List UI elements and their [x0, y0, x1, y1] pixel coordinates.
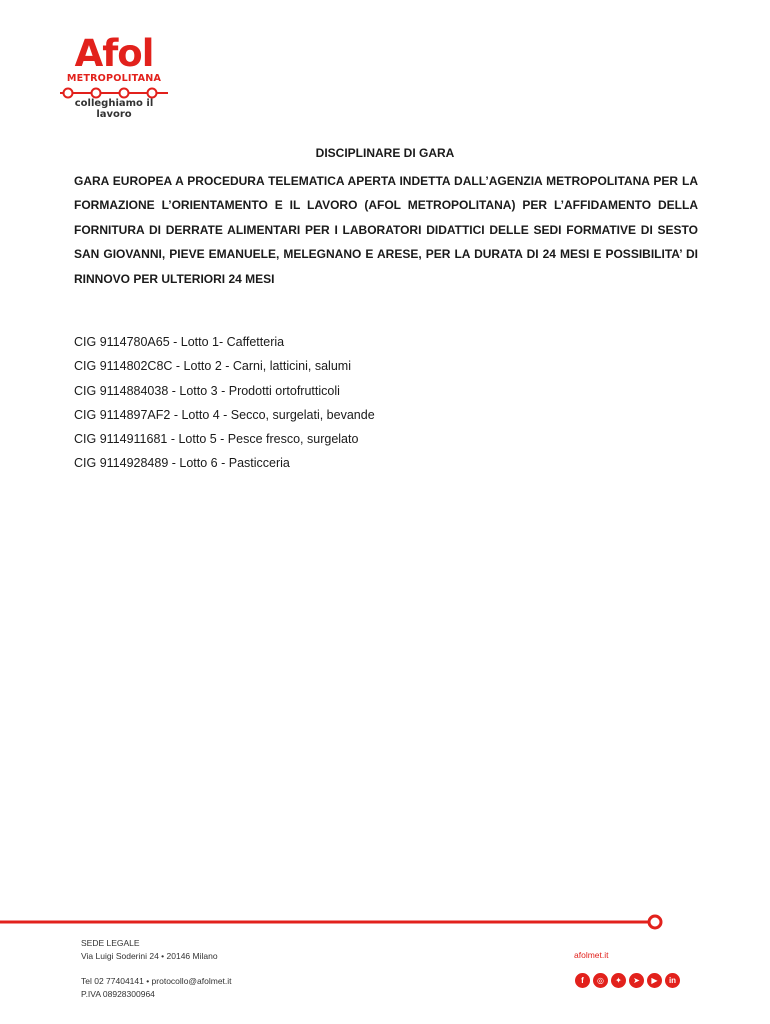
logo-wordmark: Afol	[74, 32, 154, 75]
lot-item: CIG 9114884038 - Lotto 3 - Prodotti ortofrutticoli	[74, 383, 340, 398]
lot-item: CIG 9114780A65 - Lotto 1- Caffetteria	[74, 335, 285, 349]
twitter-icon[interactable]: ✦	[611, 973, 626, 988]
logo-subtitle: METROPOLITANA	[66, 73, 162, 84]
footer-divider-line	[0, 912, 770, 932]
lot-item: CIG 9114897AF2 - Lotto 4 - Secco, surgelati, bevande	[74, 407, 375, 422]
footer-address: Via Luigi Soderini 24 • 20146 Milano	[81, 950, 218, 961]
linkedin-icon[interactable]: in	[665, 973, 680, 988]
facebook-icon[interactable]: f	[575, 973, 590, 988]
tender-heading: GARA EUROPEA A PROCEDURA TELEMATICA APERTA INDETTA DALL’AGENZIA METROPOLITANA PER LA FORMAZIONE L’ORIENTAMENTO E IL LAVORO (AFOL METROPOLITANA) PER L’AFFIDAMENTO DELLA FORNITURA DI DERRATE ALIMENTARI PER I LABORATORI DIDATTICI DELLE SEDI FORMATIVE DI SESTO SAN GIOVANNI, PIEVE EMANUELE, MELEGNANO E ARESE, PER LA DURATA DI 24 MESI E POSSIBILITA’ DI RINNOVO PER ULTERIORI 24 MESI	[74, 174, 698, 286]
sede-label: SEDE LEGALE	[81, 938, 140, 948]
document-title: DISCIPLINARE DI GARA	[315, 146, 455, 160]
lot-item: CIG 9114911681 - Lotto 5 - Pesce fresco, surgelato	[74, 432, 359, 447]
social-icons	[575, 973, 680, 988]
telegram-icon[interactable]: ➤	[629, 973, 644, 988]
afol-logo	[58, 32, 170, 120]
instagram-icon[interactable]: ◎	[593, 973, 608, 988]
footer-contacts: Tel 02 77404141 • protocollo@afolmet.it	[81, 976, 232, 986]
lot-item: CIG 9114802C8C - Lotto 2 - Carni, latticini, salumi	[74, 359, 351, 374]
logo-tagline: colleghiamo il lavoro	[74, 98, 154, 120]
website-link[interactable]: afolmet.it	[574, 950, 609, 960]
lots-list	[74, 330, 375, 476]
footer-piva: P.IVA 08928300964	[81, 988, 155, 999]
lot-item: CIG 9114928489 - Lotto 6 - Pasticceria	[74, 456, 290, 471]
footer-legal-info	[81, 937, 232, 1000]
youtube-icon[interactable]: ▶	[647, 973, 662, 988]
